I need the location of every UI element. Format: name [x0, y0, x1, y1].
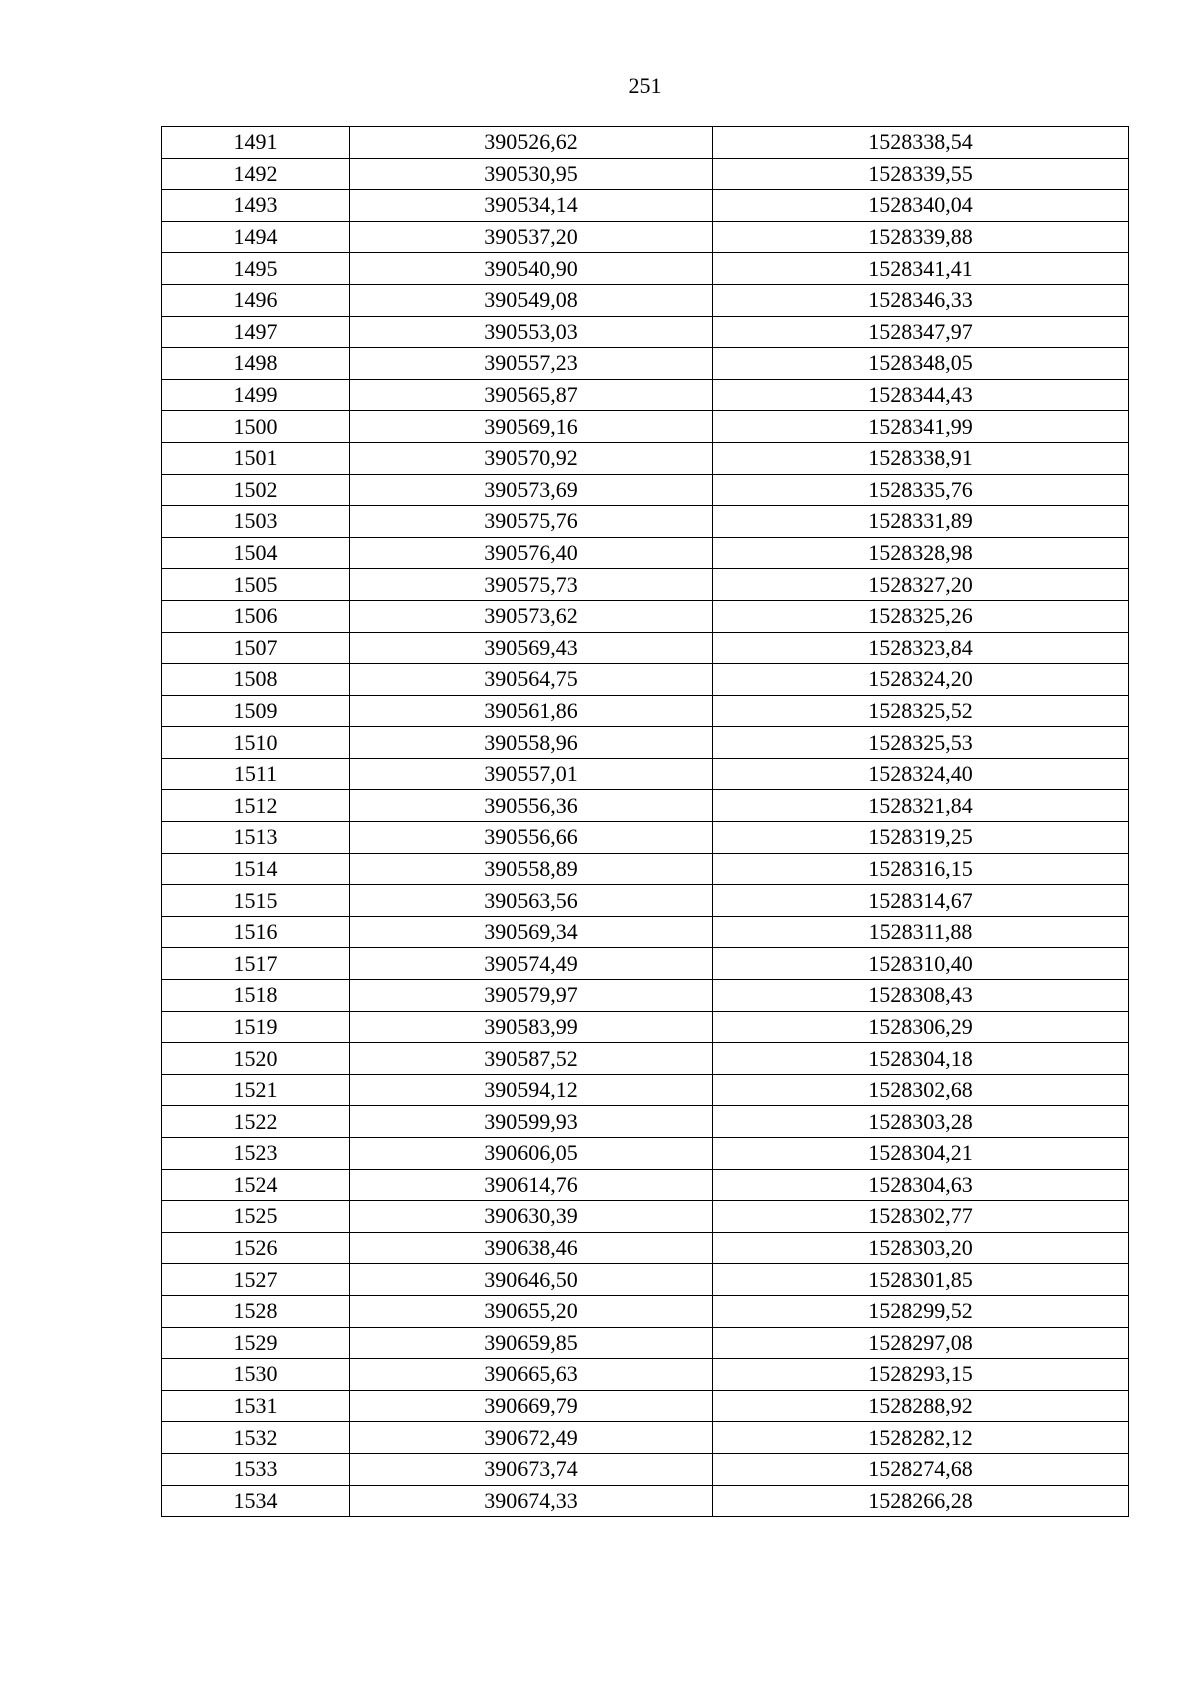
point-number-cell: 1509 — [162, 695, 350, 727]
point-number-cell: 1496 — [162, 284, 350, 316]
point-number-cell: 1499 — [162, 379, 350, 411]
x-coordinate-cell: 390526,62 — [350, 127, 713, 159]
point-number-cell: 1518 — [162, 980, 350, 1012]
point-number-cell: 1524 — [162, 1169, 350, 1201]
table-row — [162, 695, 1129, 727]
point-number-cell: 1516 — [162, 916, 350, 948]
y-coordinate-cell: 1528335,76 — [713, 474, 1129, 506]
coordinates-table-body — [162, 127, 1129, 1517]
x-coordinate-cell: 390594,12 — [350, 1074, 713, 1106]
x-coordinate-cell: 390569,43 — [350, 632, 713, 664]
y-coordinate-cell: 1528321,84 — [713, 790, 1129, 822]
point-number-cell: 1523 — [162, 1138, 350, 1170]
table-row — [162, 727, 1129, 759]
table-row — [162, 916, 1129, 948]
point-number-cell: 1501 — [162, 442, 350, 474]
y-coordinate-cell: 1528339,55 — [713, 158, 1129, 190]
point-number-cell: 1494 — [162, 221, 350, 253]
table-row — [162, 1485, 1129, 1517]
coordinates-table — [161, 126, 1129, 1517]
table-row — [162, 1138, 1129, 1170]
table-row — [162, 948, 1129, 980]
page-number: 251 — [628, 73, 662, 98]
x-coordinate-cell: 390575,76 — [350, 506, 713, 538]
point-number-cell: 1515 — [162, 885, 350, 917]
x-coordinate-cell: 390556,36 — [350, 790, 713, 822]
point-number-cell: 1526 — [162, 1232, 350, 1264]
point-number-cell: 1506 — [162, 600, 350, 632]
y-coordinate-cell: 1528304,63 — [713, 1169, 1129, 1201]
y-coordinate-cell: 1528325,52 — [713, 695, 1129, 727]
table-row — [162, 1232, 1129, 1264]
table-row — [162, 127, 1129, 159]
x-coordinate-cell: 390564,75 — [350, 664, 713, 696]
y-coordinate-cell: 1528288,92 — [713, 1390, 1129, 1422]
x-coordinate-cell: 390565,87 — [350, 379, 713, 411]
point-number-cell: 1512 — [162, 790, 350, 822]
table-row — [162, 190, 1129, 222]
point-number-cell: 1529 — [162, 1327, 350, 1359]
y-coordinate-cell: 1528338,91 — [713, 442, 1129, 474]
x-coordinate-cell: 390655,20 — [350, 1295, 713, 1327]
x-coordinate-cell: 390549,08 — [350, 284, 713, 316]
table-row — [162, 1422, 1129, 1454]
point-number-cell: 1491 — [162, 127, 350, 159]
x-coordinate-cell: 390563,56 — [350, 885, 713, 917]
table-row — [162, 1201, 1129, 1233]
table-row — [162, 664, 1129, 696]
x-coordinate-cell: 390583,99 — [350, 1011, 713, 1043]
y-coordinate-cell: 1528301,85 — [713, 1264, 1129, 1296]
x-coordinate-cell: 390561,86 — [350, 695, 713, 727]
table-row — [162, 569, 1129, 601]
point-number-cell: 1532 — [162, 1422, 350, 1454]
point-number-cell: 1520 — [162, 1043, 350, 1075]
point-number-cell: 1513 — [162, 822, 350, 854]
table-row — [162, 158, 1129, 190]
point-number-cell: 1519 — [162, 1011, 350, 1043]
table-row — [162, 790, 1129, 822]
point-number-cell: 1493 — [162, 190, 350, 222]
x-coordinate-cell: 390673,74 — [350, 1453, 713, 1485]
table-row — [162, 1359, 1129, 1391]
point-number-cell: 1525 — [162, 1201, 350, 1233]
table-row — [162, 506, 1129, 538]
x-coordinate-cell: 390534,14 — [350, 190, 713, 222]
point-number-cell: 1495 — [162, 253, 350, 285]
point-number-cell: 1508 — [162, 664, 350, 696]
point-number-cell: 1498 — [162, 348, 350, 380]
y-coordinate-cell: 1528323,84 — [713, 632, 1129, 664]
y-coordinate-cell: 1528346,33 — [713, 284, 1129, 316]
y-coordinate-cell: 1528347,97 — [713, 316, 1129, 348]
table-row — [162, 632, 1129, 664]
x-coordinate-cell: 390646,50 — [350, 1264, 713, 1296]
x-coordinate-cell: 390557,01 — [350, 758, 713, 790]
x-coordinate-cell: 390570,92 — [350, 442, 713, 474]
x-coordinate-cell: 390574,49 — [350, 948, 713, 980]
y-coordinate-cell: 1528344,43 — [713, 379, 1129, 411]
point-number-cell: 1514 — [162, 853, 350, 885]
table-row — [162, 1106, 1129, 1138]
table-row — [162, 885, 1129, 917]
table-row — [162, 1169, 1129, 1201]
x-coordinate-cell: 390674,33 — [350, 1485, 713, 1517]
point-number-cell: 1521 — [162, 1074, 350, 1106]
point-number-cell: 1497 — [162, 316, 350, 348]
table-row — [162, 980, 1129, 1012]
y-coordinate-cell: 1528316,15 — [713, 853, 1129, 885]
table-row — [162, 1390, 1129, 1422]
x-coordinate-cell: 390576,40 — [350, 537, 713, 569]
table-row — [162, 600, 1129, 632]
point-number-cell: 1500 — [162, 411, 350, 443]
y-coordinate-cell: 1528304,18 — [713, 1043, 1129, 1075]
x-coordinate-cell: 390556,66 — [350, 822, 713, 854]
x-coordinate-cell: 390669,79 — [350, 1390, 713, 1422]
table-row — [162, 822, 1129, 854]
x-coordinate-cell: 390575,73 — [350, 569, 713, 601]
y-coordinate-cell: 1528324,40 — [713, 758, 1129, 790]
y-coordinate-cell: 1528293,15 — [713, 1359, 1129, 1391]
y-coordinate-cell: 1528339,88 — [713, 221, 1129, 253]
point-number-cell: 1530 — [162, 1359, 350, 1391]
point-number-cell: 1507 — [162, 632, 350, 664]
table-row — [162, 411, 1129, 443]
y-coordinate-cell: 1528302,77 — [713, 1201, 1129, 1233]
x-coordinate-cell: 390665,63 — [350, 1359, 713, 1391]
x-coordinate-cell: 390599,93 — [350, 1106, 713, 1138]
point-number-cell: 1492 — [162, 158, 350, 190]
y-coordinate-cell: 1528341,99 — [713, 411, 1129, 443]
y-coordinate-cell: 1528274,68 — [713, 1453, 1129, 1485]
y-coordinate-cell: 1528282,12 — [713, 1422, 1129, 1454]
point-number-cell: 1517 — [162, 948, 350, 980]
table-row — [162, 1264, 1129, 1296]
table-row — [162, 1295, 1129, 1327]
y-coordinate-cell: 1528266,28 — [713, 1485, 1129, 1517]
table-row — [162, 758, 1129, 790]
y-coordinate-cell: 1528325,26 — [713, 600, 1129, 632]
table-row — [162, 853, 1129, 885]
table-row — [162, 1043, 1129, 1075]
table-row — [162, 537, 1129, 569]
x-coordinate-cell: 390630,39 — [350, 1201, 713, 1233]
y-coordinate-cell: 1528314,67 — [713, 885, 1129, 917]
y-coordinate-cell: 1528311,88 — [713, 916, 1129, 948]
point-number-cell: 1511 — [162, 758, 350, 790]
table-row — [162, 1327, 1129, 1359]
x-coordinate-cell: 390558,96 — [350, 727, 713, 759]
x-coordinate-cell: 390557,23 — [350, 348, 713, 380]
table-row — [162, 474, 1129, 506]
table-row — [162, 284, 1129, 316]
point-number-cell: 1504 — [162, 537, 350, 569]
table-row — [162, 442, 1129, 474]
x-coordinate-cell: 390587,52 — [350, 1043, 713, 1075]
point-number-cell: 1528 — [162, 1295, 350, 1327]
point-number-cell: 1502 — [162, 474, 350, 506]
point-number-cell: 1527 — [162, 1264, 350, 1296]
y-coordinate-cell: 1528308,43 — [713, 980, 1129, 1012]
table-row — [162, 379, 1129, 411]
y-coordinate-cell: 1528306,29 — [713, 1011, 1129, 1043]
x-coordinate-cell: 390614,76 — [350, 1169, 713, 1201]
point-number-cell: 1531 — [162, 1390, 350, 1422]
x-coordinate-cell: 390553,03 — [350, 316, 713, 348]
y-coordinate-cell: 1528303,20 — [713, 1232, 1129, 1264]
y-coordinate-cell: 1528324,20 — [713, 664, 1129, 696]
y-coordinate-cell: 1528341,41 — [713, 253, 1129, 285]
x-coordinate-cell: 390558,89 — [350, 853, 713, 885]
y-coordinate-cell: 1528348,05 — [713, 348, 1129, 380]
y-coordinate-cell: 1528340,04 — [713, 190, 1129, 222]
point-number-cell: 1522 — [162, 1106, 350, 1138]
x-coordinate-cell: 390569,34 — [350, 916, 713, 948]
y-coordinate-cell: 1528302,68 — [713, 1074, 1129, 1106]
table-row — [162, 253, 1129, 285]
x-coordinate-cell: 390606,05 — [350, 1138, 713, 1170]
x-coordinate-cell: 390573,69 — [350, 474, 713, 506]
y-coordinate-cell: 1528319,25 — [713, 822, 1129, 854]
y-coordinate-cell: 1528304,21 — [713, 1138, 1129, 1170]
table-row — [162, 221, 1129, 253]
y-coordinate-cell: 1528310,40 — [713, 948, 1129, 980]
point-number-cell: 1505 — [162, 569, 350, 601]
x-coordinate-cell: 390569,16 — [350, 411, 713, 443]
y-coordinate-cell: 1528299,52 — [713, 1295, 1129, 1327]
y-coordinate-cell: 1528297,08 — [713, 1327, 1129, 1359]
y-coordinate-cell: 1528328,98 — [713, 537, 1129, 569]
x-coordinate-cell: 390540,90 — [350, 253, 713, 285]
y-coordinate-cell: 1528338,54 — [713, 127, 1129, 159]
y-coordinate-cell: 1528303,28 — [713, 1106, 1129, 1138]
x-coordinate-cell: 390537,20 — [350, 221, 713, 253]
table-row — [162, 1074, 1129, 1106]
y-coordinate-cell: 1528325,53 — [713, 727, 1129, 759]
x-coordinate-cell: 390672,49 — [350, 1422, 713, 1454]
y-coordinate-cell: 1528331,89 — [713, 506, 1129, 538]
point-number-cell: 1534 — [162, 1485, 350, 1517]
x-coordinate-cell: 390659,85 — [350, 1327, 713, 1359]
point-number-cell: 1510 — [162, 727, 350, 759]
table-row — [162, 1011, 1129, 1043]
point-number-cell: 1503 — [162, 506, 350, 538]
x-coordinate-cell: 390579,97 — [350, 980, 713, 1012]
table-row — [162, 1453, 1129, 1485]
y-coordinate-cell: 1528327,20 — [713, 569, 1129, 601]
x-coordinate-cell: 390638,46 — [350, 1232, 713, 1264]
point-number-cell: 1533 — [162, 1453, 350, 1485]
x-coordinate-cell: 390530,95 — [350, 158, 713, 190]
table-row — [162, 316, 1129, 348]
x-coordinate-cell: 390573,62 — [350, 600, 713, 632]
table-row — [162, 348, 1129, 380]
